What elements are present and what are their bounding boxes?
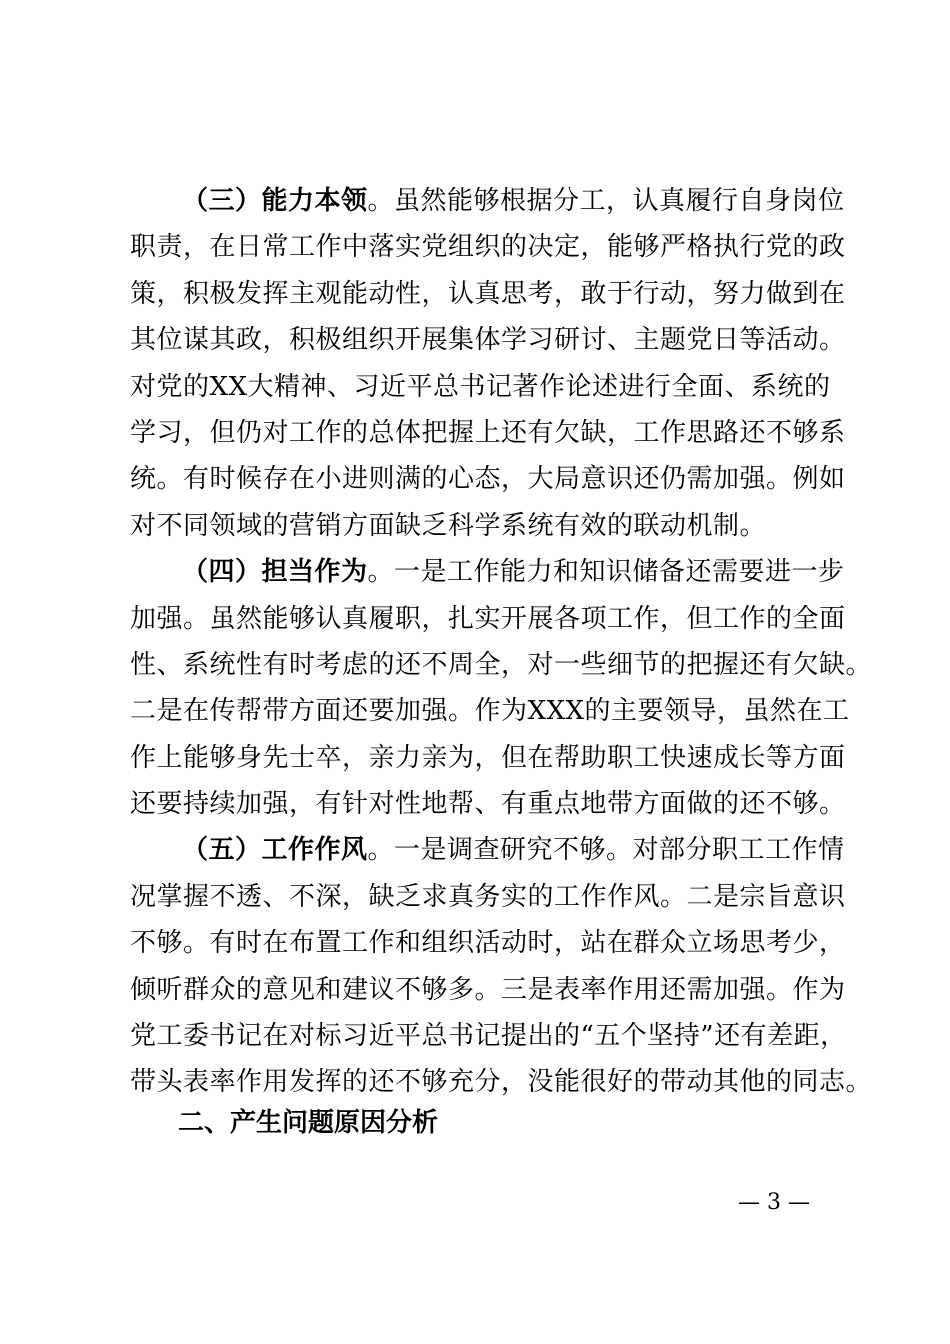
paragraph-line: 二是在传帮带方面还要加强。作为XXX的主要领导，虽然在工 bbox=[130, 696, 850, 727]
paragraph-line: 性、系统性有时考虑的还不周全，对一些细节的把握还有欠缺。 bbox=[130, 649, 873, 680]
paragraph-line: 对不同领域的营销方面缺乏科学系统有效的联动机制。 bbox=[130, 510, 767, 541]
section-heading: 二、产生问题原因分析 bbox=[178, 1108, 439, 1138]
paragraph-line: 加强。虽然能够认真履职，扎实开展各项工作，但工作的全面 bbox=[130, 603, 846, 634]
paragraph-line: 作上能够身先士卒，亲力亲为，但在帮助职工快速成长等方面 bbox=[130, 742, 846, 773]
paragraph-line: 带头表率作用发挥的还不够充分，没能很好的带动其他的同志。 bbox=[130, 1067, 873, 1098]
paragraph-heading: （三）能力本领 bbox=[182, 186, 368, 216]
paragraph-line: 不够。有时在布置工作和组织活动时，站在群众立场思考少， bbox=[130, 928, 846, 959]
paragraph-text: 。一是工作能力和知识储备还需要进一步 bbox=[367, 557, 845, 588]
page-number: — 3 — bbox=[738, 1190, 810, 1215]
paragraph-line bbox=[130, 178, 845, 224]
paragraph-text: 。一是调查研究不够。对部分职工工作情 bbox=[367, 835, 845, 866]
paragraph-line bbox=[130, 549, 845, 595]
paragraph-line: 策，积极发挥主观能动性，认真思考，敢于行动，努力做到在 bbox=[130, 278, 846, 309]
paragraph-line: 况掌握不透、不深，缺乏求真务实的工作作风。二是宗旨意识 bbox=[130, 881, 846, 912]
paragraph-heading: （四）担当作为 bbox=[182, 557, 368, 588]
paragraph-line: 倾听群众的意见和建议不够多。三是表率作用还需加强。作为 bbox=[130, 974, 846, 1005]
paragraph-line: 党工委书记在对标习近平总书记提出的“五个坚持”还有差距， bbox=[130, 1021, 847, 1052]
paragraph-heading: （五）工作作风 bbox=[182, 835, 368, 866]
paragraph-line: 统。有时候存在小进则满的心态，大局意识还仍需加强。例如 bbox=[130, 464, 846, 495]
paragraph-line: 还要持续加强，有针对性地帮、有重点地带方面做的还不够。 bbox=[130, 789, 846, 820]
paragraph-line bbox=[130, 827, 845, 873]
paragraph-line: 其位谋其政，积极组织开展集体学习研讨、主题党日等活动。 bbox=[130, 325, 846, 356]
paragraph-line: 学习，但仍对工作的总体把握上还有欠缺，工作思路还不够系 bbox=[130, 417, 846, 448]
paragraph-line: 对党的XX大精神、习近平总书记著作论述进行全面、系统的 bbox=[130, 371, 831, 402]
paragraph-line: 职责，在日常工作中落实党组织的决定，能够严格执行党的政 bbox=[130, 232, 846, 263]
document-body bbox=[130, 178, 873, 1106]
paragraph-text: 。虽然能够根据分工，认真履行自身岗位 bbox=[367, 186, 845, 216]
